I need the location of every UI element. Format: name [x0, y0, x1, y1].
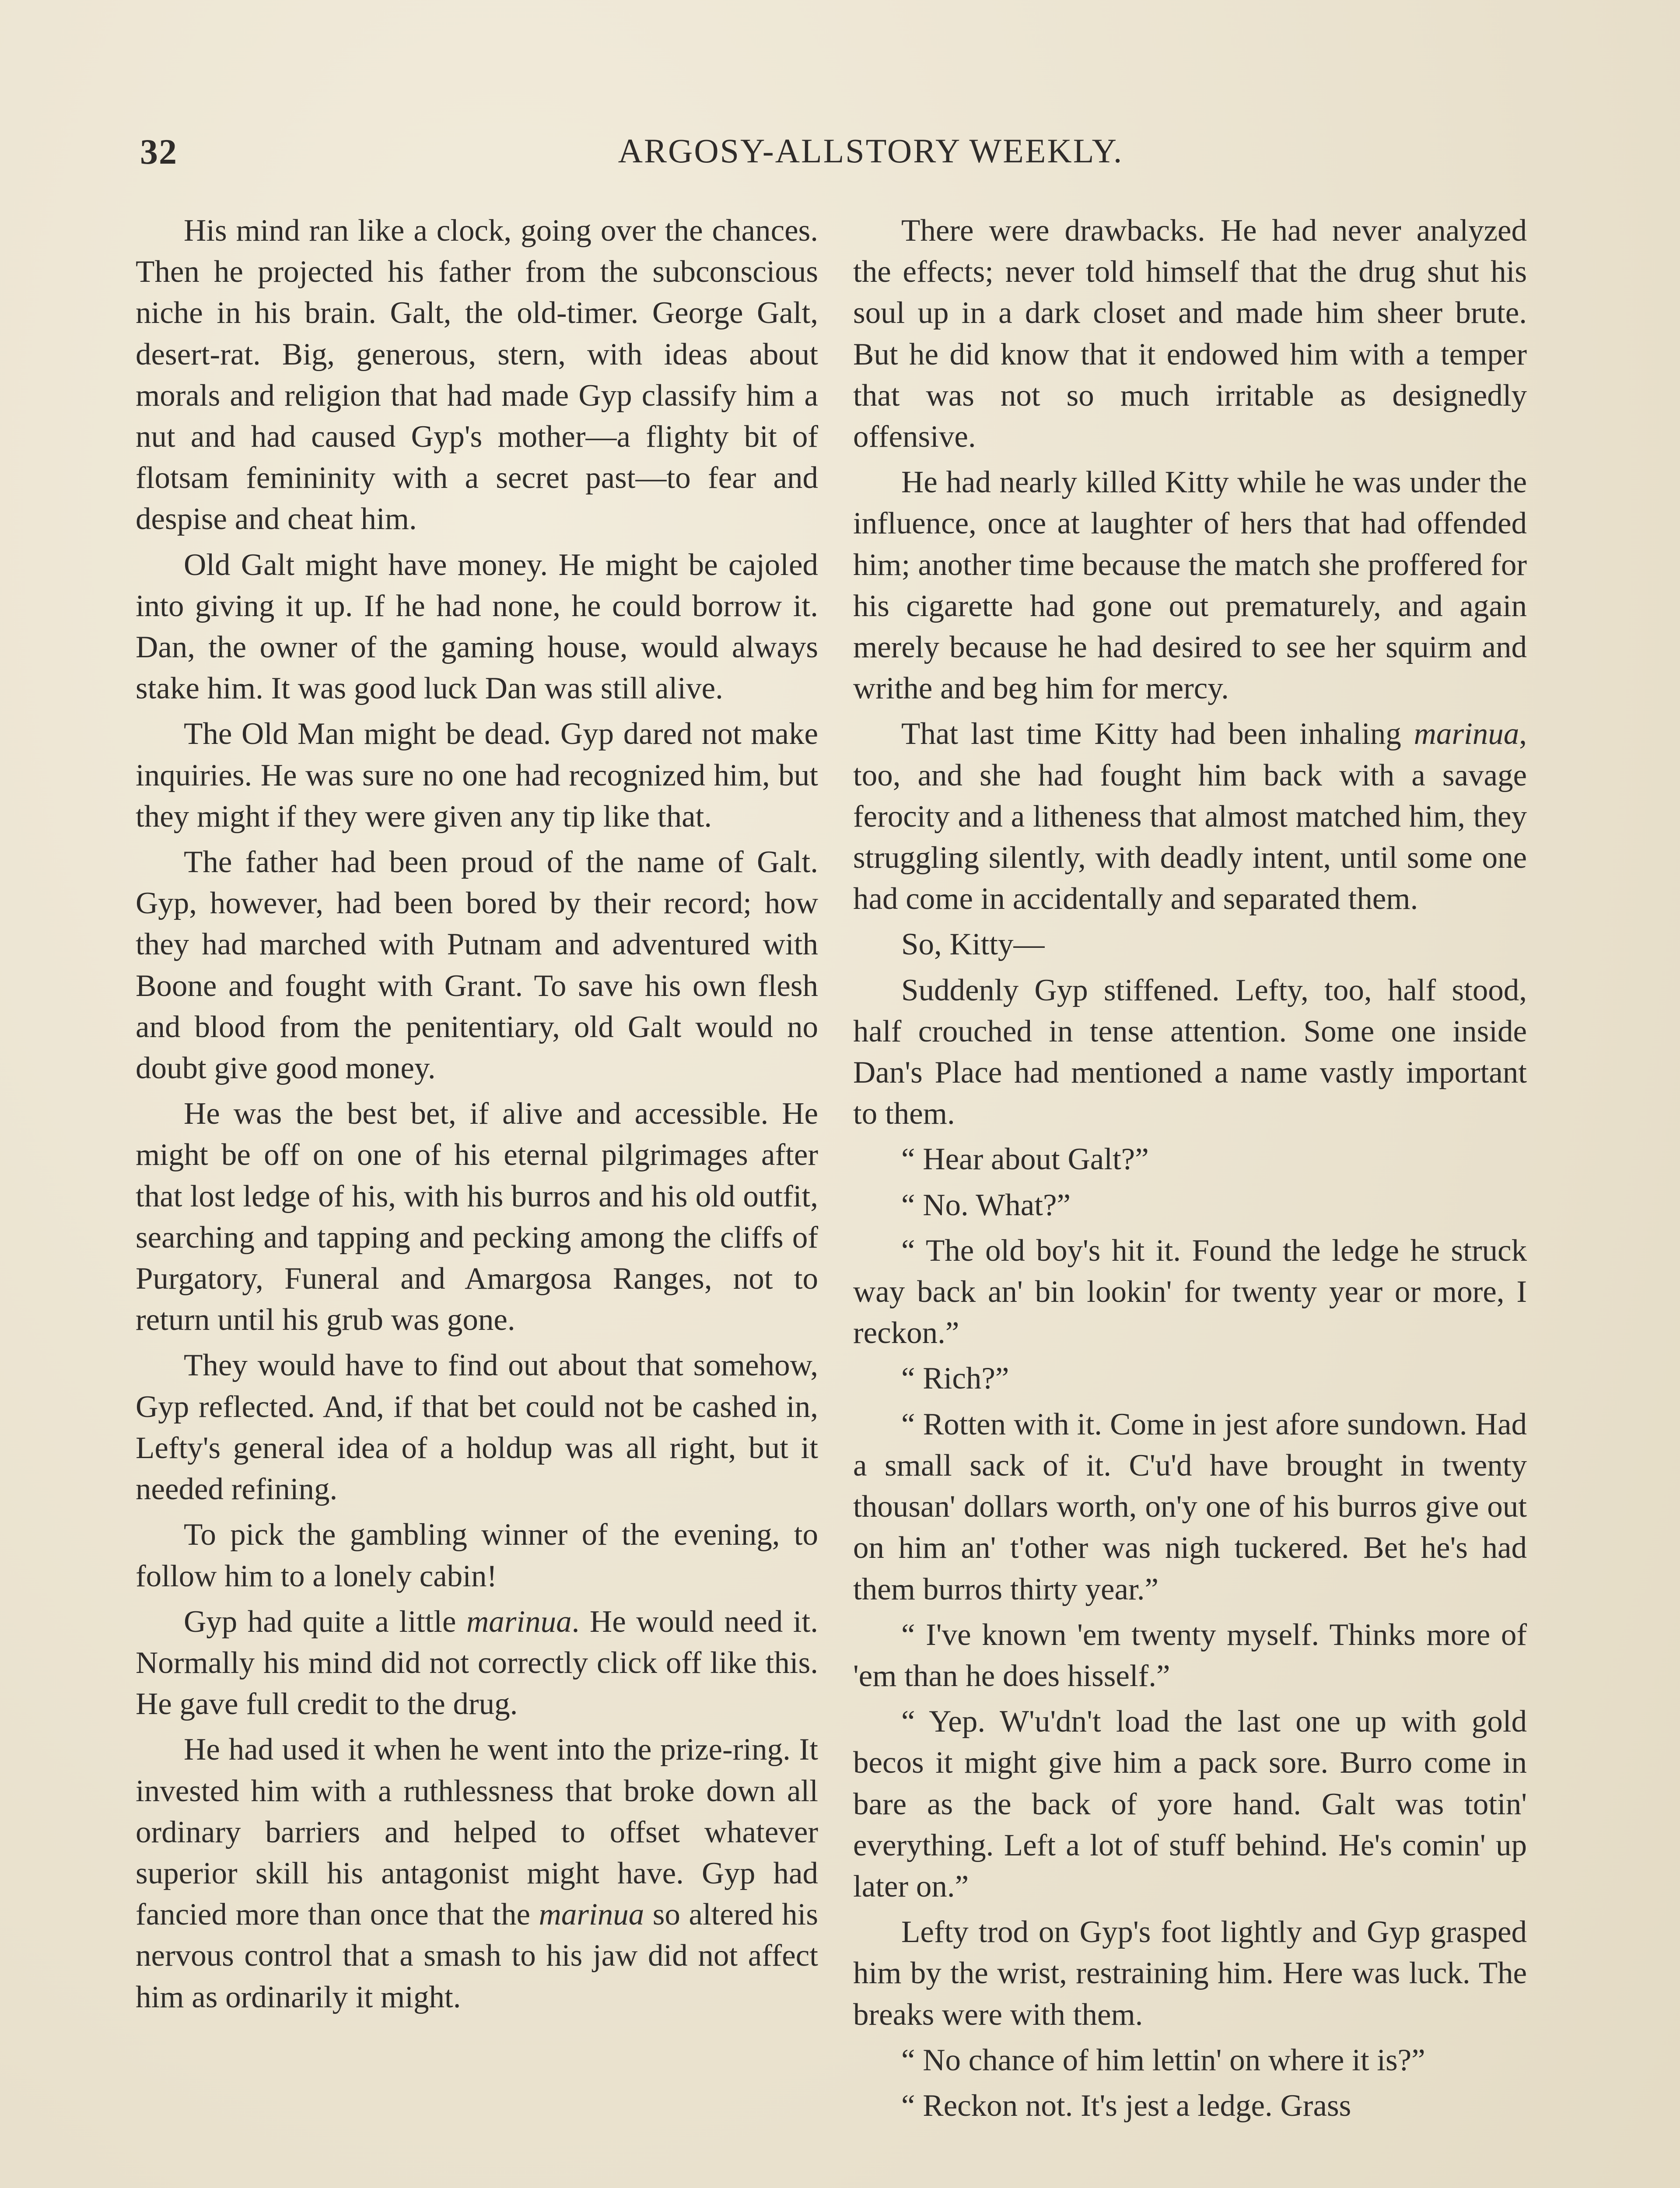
- paragraph: He had used it when he went into the prize-ring. It invested him with a ruthlessness that broke down all ordinary barriers and helped to offset whatever superior skill his antagonist might have. Gyp had fancied more than once that the marinua so altered his nervous control that a smash to his jaw did not affect him as ordinarily it might.: [136, 1732, 818, 2014]
- dialogue-line: “ Reckon not. It's jest a ledge. Grass: [901, 2088, 1351, 2123]
- page-header: [140, 131, 1540, 179]
- dialogue-line: “ I've known 'em twenty myself. Thinks more of 'em than he does hisself.”: [853, 1617, 1527, 1693]
- dialogue-line: “ Rich?”: [901, 1361, 1009, 1396]
- paragraph: Old Galt might have money. He might be cajoled into giving it up. If he had none, he could borrow it. Dan, the owner of the gaming house, would always stake him. It was good luck Dan was still alive.: [136, 547, 818, 706]
- italic-term: marinua: [539, 1897, 644, 1932]
- paragraph: He was the best bet, if alive and accessible. He might be off on one of his eternal pilgrimages after that lost ledge of his, with his burros and his old outfit, searching and tapping and pecking among the cliffs of Purgatory, Funeral and Amargosa Ranges, not to return until his grub was gone.: [136, 1097, 818, 1337]
- paragraph: The father had been proud of the name of Galt. Gyp, however, had been bored by their record; how they had marched with Putnam and adventured with Boone and fought with Grant. To save his own flesh and blood from the penitentiary, old Galt would no doubt give good money.: [136, 845, 818, 1086]
- dialogue-line: “ Hear about Galt?”: [901, 1142, 1149, 1177]
- dialogue-line: “ Rotten with it. Come in jest afore sundown. Had a small sack of it. C'u'd have brought in twenty thousan' dollars worth, on'y one of his burros give out on him an' t'other was nigh tuckered. Bet he's had them burros thirty year.”: [853, 1407, 1527, 1606]
- page-number: 32: [140, 132, 178, 172]
- right-column: [853, 210, 1527, 2131]
- italic-term: marinua: [466, 1604, 572, 1639]
- paragraph: They would have to find out about that somehow, Gyp reflected. And, if that bet could not be cashed in, Lefty's general idea of a holdup was all right, but it needed refining.: [136, 1348, 818, 1507]
- paragraph: Suddenly Gyp stiffened. Lefty, too, half stood, half crouched in tense attention. Some one inside Dan's Place had mentioned a name vastly important to them.: [853, 973, 1527, 1131]
- paragraph: There were drawbacks. He had never analyzed the effects; never told himself that the drug shut his soul up in a dark closet and made him sheer brute. But he did know that it endowed him with a temper that was not so much irritable as designedly offensive.: [853, 214, 1527, 454]
- paragraph: His mind ran like a clock, going over the chances. Then he projected his father from the subconscious niche in his brain. Galt, the old-timer. George Galt, desert-rat. Big, generous, stern, with ideas about morals and religion that had made Gyp classify him a nut and had caused Gyp's mother—a flighty bit of flotsam femininity with a secret past—to fear and despise and cheat him.: [136, 214, 818, 536]
- paragraph: He had nearly killed Kitty while he was under the influence, once at laughter of hers that had offended him; another time because the match she proffered for his cigarette had gone out prematurely, and again merely because he had desired to see her squirm and writhe and beg him for mercy.: [853, 465, 1527, 706]
- left-column: [136, 210, 818, 2022]
- paragraph: To pick the gambling winner of the evening, to follow him to a lonely cabin!: [136, 1518, 818, 1593]
- running-head: ARGOSY-ALLSTORY WEEKLY.: [618, 132, 1124, 170]
- italic-term: marinua: [1414, 717, 1519, 751]
- dialogue-line: “ No. What?”: [901, 1188, 1071, 1222]
- paragraph: The Old Man might be dead. Gyp dared not make inquiries. He was sure no one had recognized him, but they might if they were given any tip like that.: [136, 717, 818, 834]
- dialogue-line: “ Yep. W'u'dn't load the last one up with gold becos it might give him a pack sore. Burro come in bare as the back of yore hand. Galt was totin' everything. Left a lot of stuff behind. He's comin' up later on.”: [853, 1704, 1527, 1904]
- paragraph: Lefty trod on Gyp's foot lightly and Gyp grasped him by the wrist, restraining him. Here was luck. The breaks were with them.: [853, 1915, 1527, 2032]
- paragraph: Gyp had quite a little marinua. He would need it. Normally his mind did not correctly click off like this. He gave full credit to the drug.: [136, 1604, 818, 1722]
- paragraph: That last time Kitty had been inhaling marinua, too, and she had fought him back with a savage ferocity and a litheness that almost matched him, they struggling silently, with deadly intent, until some one had come in accidentally and separated them.: [853, 717, 1527, 916]
- dialogue-line: “ The old boy's hit it. Found the ledge he struck way back an' bin lookin' for twenty year or more, I reckon.”: [853, 1233, 1527, 1350]
- dialogue-line: “ No chance of him lettin' on where it is?”: [901, 2043, 1425, 2077]
- paragraph: So, Kitty—: [901, 927, 1045, 962]
